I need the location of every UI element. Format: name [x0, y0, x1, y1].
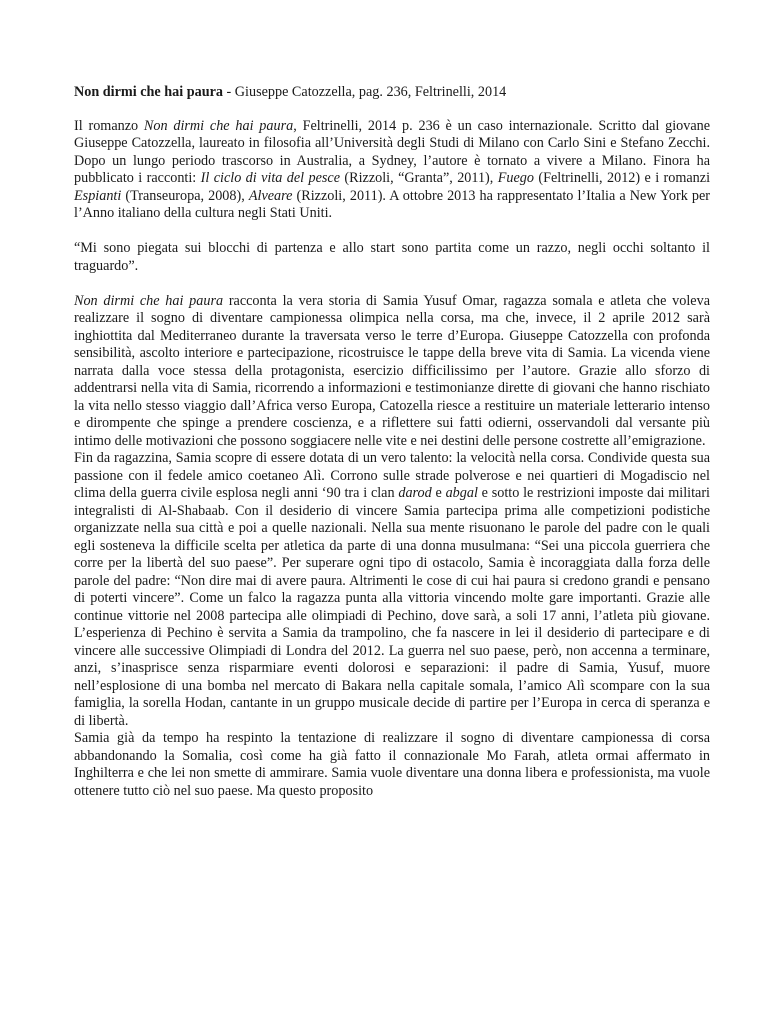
text-run: , Feltrinelli, 2014 p. 236 è un caso internazionale. Scritto dal giovane Giuseppe Catozzella, laureato in filosofia all’Università degli Studi di Milano con Carlo Sini e Stefano Zecchi. Dopo un lungo periodo trascorso in Australia, a Sydney, l’autore è tornato a vivere a Milano. Finora ha pubblicato i racconti:: [74, 117, 711, 186]
italic-book-title: Non dirmi che hai paura: [143, 117, 294, 134]
italic-book-title: Non dirmi che hai paura: [74, 292, 224, 309]
book-citation: - Giuseppe Catozzella, pag. 236, Feltrinelli, 2014: [222, 84, 507, 100]
intro-paragraph: [74, 118, 710, 223]
italic-book-title: Fuego: [497, 170, 534, 186]
text-run: (Rizzoli, 2011). A ottobre 2013 ha rappresentato l’Italia a New York per l’Anno italiano della cultura negli Stati Uniti.: [74, 187, 711, 221]
italic-book-title: Alveare: [248, 187, 293, 204]
text-run: Fin da ragazzina, Samia scopre di essere dotata di un vero talento: la velocità nella corsa. Condivide questa sua passione con il fedele amico coetaneo Alì. Corrono sulle strade polverose e nei quartieri di Mogadiscio nel clima della guerra civile esplosa negli anni ‘90 tra i clan: [74, 450, 710, 501]
quote-paragraph: “Mi sono piegata sui blocchi di partenza e allo start sono partita come un razzo, negli occhi soltanto il traguardo”.: [74, 240, 710, 274]
text-run: (Transeuropa, 2008),: [121, 187, 249, 204]
text-run: e: [431, 485, 446, 501]
italic-book-title: Il ciclo di vita del pesce: [200, 170, 341, 186]
story-paragraph: [74, 293, 710, 451]
document-title: [74, 84, 710, 102]
ambition-paragraph: Samia già da tempo ha respinto la tentazione di realizzare il sogno di diventare campionessa di corsa abbandonando la Somalia, così come ha già fatto il connazionale Mo Farah, atleta ormai affermato in Inghilterra e che lei non smette di ammirare. Samia vuole diventare una donna libera e professionista, ma vuole ottenere tutto ciò nel suo paese. Ma questo proposito: [74, 730, 710, 799]
document-page: [74, 84, 710, 800]
text-run: e sotto le restrizioni imposte dai militari integralisti di Al-Shabaab. Con il desiderio di vincere Samia partecipa prima alle competizioni podistiche organizzate nella sua città e poi a quelle nazionali. Nella sua mente risuonano le parole del padre con le quali egli sosteneva la difficile scelta per atletica da parte di una donna musulmana: “Sei una piccola guerriera che corre per la libertà del suo paese”. Per superare ogni tipo di ostacolo, Samia è incoraggiata dalla forza delle parole del padre: “Non dire mai di avere paura. Altrimenti le cose di cui hai paura si credono grandi e pensano di poterti vincere”. Come un falco la ragazza punta alla vittoria vincendo molte gare importanti. Grazie alle continue vittorie nel 2008 partecipa alle olimpiadi di Pechino, dove sarà, a soli 17 anni, l’atleta più giovane. L’esperienza di Pechino è servita a Samia da trampolino, che fa nascere in lei il desiderio di partecipare e di vincere alle successive Olimpiadi di Londra del 2012. La guerra nel suo paese, però, non accenna a terminare, anzi, s’inasprisce senza risparmiare eventi dolorosi e separazioni: il padre di Samia, Yusuf, muore nell’esplosione di una bomba nel mercato di Bakara nella capitale somala, l’amico Alì scompare con la sua famiglia, la sorella Hodan, cantante in un gruppo musicale decide di partire per l’Europa in cerca di speranza e di libertà.: [74, 485, 710, 729]
text-run: Il romanzo: [74, 117, 144, 134]
italic-clan-name: darod: [398, 485, 432, 501]
italic-clan-name: abgal: [445, 485, 478, 501]
childhood-paragraph: [74, 450, 710, 730]
book-title: Non dirmi che hai paura: [74, 84, 223, 100]
text-run: (Rizzoli, “Granta”, 2011),: [340, 170, 498, 186]
text-run: (Feltrinelli, 2012) e i romanzi: [533, 170, 711, 186]
text-run: racconta la vera storia di Samia Yusuf Omar, ragazza somala e atleta che voleva realizzare il sogno di diventare campionessa olimpica nella corsa, ma che, invece, il 2 aprile 2012 sarà inghiottita dal Mediterraneo durante la traversata verso le terre d’Europa. Giuseppe Catozzella con profonda sensibilità, ascolto interiore e partecipazione, ricostruisce le tappe della breve vita di Samia. La vicenda viene narrata dalla voce stessa della protagonista, esercizio difficilissimo per l’autore. Grazie allo sforzo di addentrarsi nella vita di Samia, ricorrendo a informazioni e testimonianze dirette di giovani che hanno rischiato la vita nello stesso viaggio dall’Africa verso Europa, Catozella riesce a restituire un materiale letterario intenso e dirompente che spinge a prendere coscienza, e a riflettere sui fatti odierni, osservandoli dal versante più intimo delle motivazioni che possono soggiacere nelle vite e nei destini delle persone costrette all’emigrazione.: [74, 292, 710, 449]
italic-book-title: Espianti: [74, 187, 122, 204]
